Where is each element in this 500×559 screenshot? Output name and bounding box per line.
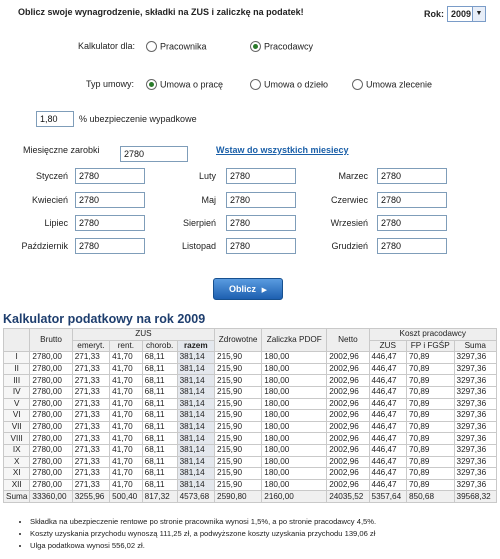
table-cell: 271,33	[72, 468, 109, 480]
table-cell: 215,90	[215, 363, 262, 375]
month-input-listopad[interactable]	[226, 238, 296, 254]
radio-label: Umowa o dzieło	[264, 79, 329, 90]
row-label: X	[4, 456, 30, 468]
table-cell: 850,68	[406, 491, 454, 503]
table-cell: 180,00	[262, 363, 327, 375]
table-cell: 180,00	[262, 456, 327, 468]
table-cell: 180,00	[262, 468, 327, 480]
radio-pracownika[interactable]	[146, 41, 207, 52]
table-row	[4, 456, 497, 468]
table-cell: 3297,36	[454, 421, 496, 433]
radio-pracodawcy[interactable]	[250, 41, 313, 52]
table-cell: 41,70	[110, 421, 143, 433]
table-cell: 5357,64	[369, 491, 406, 503]
table-cell: 271,33	[72, 375, 109, 387]
month-label-grudzien: Grudzień	[331, 241, 368, 251]
table-cell: 446,47	[369, 363, 406, 375]
month-label-maj: Maj	[201, 195, 216, 205]
month-label-styczen: Styczeń	[35, 171, 68, 181]
row-label: XI	[4, 468, 30, 480]
radio-label: Pracodawcy	[264, 41, 314, 52]
table-cell: 381,14	[177, 421, 214, 433]
table-cell: 70,89	[406, 433, 454, 445]
month-label-pazdziernik: Październik	[21, 241, 68, 251]
table-cell: 2002,96	[327, 468, 369, 480]
table-cell: 41,70	[110, 386, 143, 398]
sum-row	[4, 491, 497, 503]
table-cell: 2002,96	[327, 398, 369, 410]
table-cell: 180,00	[262, 421, 327, 433]
header-koszt-zus: ZUS	[369, 340, 406, 352]
header-zus: ZUS	[72, 329, 214, 341]
table-cell: 68,11	[142, 456, 177, 468]
table-cell: 271,33	[72, 421, 109, 433]
table-cell: 381,14	[177, 363, 214, 375]
month-input-grudzien[interactable]	[377, 238, 447, 254]
table-cell: 41,70	[110, 444, 143, 456]
accident-rate-label: % ubezpieczenie wypadkowe	[79, 114, 197, 124]
table-cell: 70,89	[406, 468, 454, 480]
row-label: IX	[4, 444, 30, 456]
table-cell: 2780,00	[30, 421, 72, 433]
header-zaliczka: Zaliczka PDOF	[262, 329, 327, 352]
radio-selected-icon	[146, 79, 157, 90]
month-label-lipiec: Lipiec	[44, 218, 68, 228]
table-row	[4, 363, 497, 375]
radio-icon	[352, 79, 363, 90]
table-row	[4, 352, 497, 364]
table-cell: 381,14	[177, 352, 214, 364]
month-label-czerwiec: Czerwiec	[330, 195, 368, 205]
year-label: Rok:	[423, 9, 444, 19]
table-cell: 446,47	[369, 375, 406, 387]
table-cell: 446,47	[369, 386, 406, 398]
table-cell: 70,89	[406, 421, 454, 433]
header-razem: razem	[177, 340, 214, 352]
table-cell: 446,47	[369, 444, 406, 456]
table-cell: 381,14	[177, 398, 214, 410]
table-cell: 3297,36	[454, 468, 496, 480]
table-cell: 215,90	[215, 444, 262, 456]
table-cell: 271,33	[72, 444, 109, 456]
table-cell: 215,90	[215, 352, 262, 364]
row-label: VII	[4, 421, 30, 433]
table-cell: 2780,00	[30, 363, 72, 375]
header-rent: rent.	[110, 340, 143, 352]
table-cell: 68,11	[142, 433, 177, 445]
month-input-czerwiec[interactable]	[377, 192, 447, 208]
table-cell: 2002,96	[327, 444, 369, 456]
radio-label: Umowa zlecenie	[366, 79, 433, 90]
table-cell: 68,11	[142, 421, 177, 433]
table-cell: 70,89	[406, 375, 454, 387]
table-cell: 2002,96	[327, 433, 369, 445]
table-cell: 215,90	[215, 421, 262, 433]
table-cell: 381,14	[177, 410, 214, 422]
chevron-down-icon: ▼	[472, 7, 485, 21]
month-label-kwiecien: Kwiecień	[31, 195, 68, 205]
table-cell: 41,70	[110, 352, 143, 364]
table-cell: 446,47	[369, 433, 406, 445]
table-cell: 2002,96	[327, 479, 369, 491]
table-cell: 381,14	[177, 479, 214, 491]
table-cell: 70,89	[406, 386, 454, 398]
table-cell: 41,70	[110, 479, 143, 491]
table-cell: 2002,96	[327, 421, 369, 433]
table-cell: 2780,00	[30, 433, 72, 445]
table-cell: 215,90	[215, 433, 262, 445]
header-koszt: Koszt pracodawcy	[369, 329, 496, 341]
table-cell: 4573,68	[177, 491, 214, 503]
table-cell: 24035,52	[327, 491, 369, 503]
year-select[interactable]	[447, 6, 486, 22]
row-label: II	[4, 363, 30, 375]
table-cell: 180,00	[262, 398, 327, 410]
year-value: 2009	[450, 9, 471, 19]
table-cell: 3297,36	[454, 398, 496, 410]
table-cell: 68,11	[142, 352, 177, 364]
header-fp: FP i FGŚP	[406, 340, 454, 352]
radio-umowa-zlecenie[interactable]	[352, 79, 432, 90]
table-cell: 3297,36	[454, 363, 496, 375]
table-cell: 381,14	[177, 386, 214, 398]
table-cell: 68,11	[142, 375, 177, 387]
table-cell: 2780,00	[30, 444, 72, 456]
table-cell: 70,89	[406, 456, 454, 468]
table-cell: 3297,36	[454, 386, 496, 398]
table-cell: 2780,00	[30, 479, 72, 491]
table-cell: 3297,36	[454, 456, 496, 468]
table-cell: 381,14	[177, 456, 214, 468]
table-cell: 3297,36	[454, 375, 496, 387]
table-cell: 70,89	[406, 363, 454, 375]
header-chorob: chorob.	[142, 340, 177, 352]
table-row	[4, 479, 497, 491]
row-label: XII	[4, 479, 30, 491]
table-cell: 446,47	[369, 421, 406, 433]
table-cell: 41,70	[110, 433, 143, 445]
table-cell: 3297,36	[454, 433, 496, 445]
monthly-earnings-label: Miesięczne zarobki	[23, 145, 100, 155]
table-cell: 446,47	[369, 456, 406, 468]
notes-list	[18, 516, 376, 552]
accident-rate-input[interactable]	[36, 111, 74, 127]
radio-umowa-o-prace[interactable]	[146, 79, 223, 90]
row-label: VIII	[4, 433, 30, 445]
header-emeryt: emeryt.	[72, 340, 109, 352]
row-label: Suma	[4, 491, 30, 503]
table-cell: 180,00	[262, 433, 327, 445]
table-cell: 271,33	[72, 363, 109, 375]
table-cell: 180,00	[262, 352, 327, 364]
month-label-wrzesien: Wrzesień	[330, 218, 368, 228]
header-zdrowotne: Zdrowotne	[215, 329, 262, 352]
table-cell: 446,47	[369, 398, 406, 410]
table-cell: 446,47	[369, 468, 406, 480]
note-item: • Koszty uzyskania przychodu wynoszą 111,25 zł, a podwyższone koszty uzyskania przychodu 139,06 zł	[30, 528, 376, 540]
table-cell: 271,33	[72, 479, 109, 491]
table-cell: 381,14	[177, 375, 214, 387]
table-cell: 817,32	[142, 491, 177, 503]
table-cell: 70,89	[406, 410, 454, 422]
table-cell: 3297,36	[454, 410, 496, 422]
table-cell: 2160,00	[262, 491, 327, 503]
table-cell: 68,11	[142, 398, 177, 410]
table-cell: 446,47	[369, 352, 406, 364]
table-cell: 215,90	[215, 468, 262, 480]
table-cell: 180,00	[262, 375, 327, 387]
row-label: IV	[4, 386, 30, 398]
table-cell: 68,11	[142, 386, 177, 398]
table-cell: 271,33	[72, 398, 109, 410]
contract-label: Typ umowy:	[86, 79, 135, 89]
radio-label: Umowa o pracę	[160, 79, 224, 90]
month-input-sierpien[interactable]	[226, 215, 296, 231]
radio-icon	[250, 79, 261, 90]
month-input-wrzesien[interactable]	[377, 215, 447, 231]
table-cell: 446,47	[369, 479, 406, 491]
page-title: Oblicz swoje wynagrodzenie, składki na ZUS i zaliczkę na podatek!	[18, 7, 304, 17]
table-cell: 68,11	[142, 410, 177, 422]
year-selector	[424, 6, 486, 22]
month-label-sierpien: Sierpień	[182, 218, 216, 228]
table-cell: 70,89	[406, 479, 454, 491]
table-cell: 215,90	[215, 456, 262, 468]
table-row	[4, 444, 497, 456]
month-input-lipiec[interactable]	[75, 215, 145, 231]
table-cell: 381,14	[177, 444, 214, 456]
calc-for-label: Kalkulator dla:	[78, 41, 136, 51]
header-brutto: Brutto	[30, 329, 72, 352]
table-cell: 3297,36	[454, 479, 496, 491]
table-cell: 3255,96	[72, 491, 109, 503]
table-cell: 215,90	[215, 479, 262, 491]
fill-all-months-link[interactable]: Wstaw do wszystkich miesiecy	[216, 145, 349, 155]
table-cell: 70,89	[406, 398, 454, 410]
row-number-header	[4, 329, 30, 352]
table-cell: 215,90	[215, 375, 262, 387]
table-cell: 271,33	[72, 386, 109, 398]
table-cell: 381,14	[177, 433, 214, 445]
month-label-listopad: Listopad	[181, 241, 216, 251]
calculate-button-label: Oblicz	[229, 284, 257, 294]
table-cell: 180,00	[262, 479, 327, 491]
table-cell: 2002,96	[327, 375, 369, 387]
table-cell: 41,70	[110, 363, 143, 375]
table-row	[4, 468, 497, 480]
note-item: • Ulga podatkowa wynosi 556,02 zł.	[30, 540, 376, 552]
table-cell: 3297,36	[454, 352, 496, 364]
row-label: I	[4, 352, 30, 364]
table-cell: 41,70	[110, 456, 143, 468]
row-label: V	[4, 398, 30, 410]
arrow-right-icon: ▶	[261, 287, 267, 294]
table-cell: 500,40	[110, 491, 143, 503]
table-cell: 68,11	[142, 479, 177, 491]
table-cell: 33360,00	[30, 491, 72, 503]
table-cell: 70,89	[406, 352, 454, 364]
table-cell: 271,33	[72, 352, 109, 364]
month-input-styczen[interactable]	[75, 168, 145, 184]
row-label: III	[4, 375, 30, 387]
table-cell: 2780,00	[30, 456, 72, 468]
table-cell: 41,70	[110, 375, 143, 387]
table-cell: 2780,00	[30, 386, 72, 398]
header-netto: Netto	[327, 329, 369, 352]
month-input-maj[interactable]	[226, 192, 296, 208]
table-row	[4, 375, 497, 387]
table-cell: 2780,00	[30, 468, 72, 480]
month-input-pazdziernik[interactable]	[75, 238, 145, 254]
table-cell: 271,33	[72, 410, 109, 422]
table-cell: 2002,96	[327, 386, 369, 398]
radio-label: Pracownika	[160, 41, 207, 52]
table-cell: 180,00	[262, 444, 327, 456]
table-cell: 446,47	[369, 410, 406, 422]
table-cell: 271,33	[72, 433, 109, 445]
table-row	[4, 421, 497, 433]
month-input-marzec[interactable]	[377, 168, 447, 184]
row-label: VI	[4, 410, 30, 422]
table-cell: 2002,96	[327, 456, 369, 468]
results-title: Kalkulator podatkowy na rok 2009	[3, 312, 206, 326]
radio-icon	[146, 41, 157, 52]
table-cell: 41,70	[110, 410, 143, 422]
header-suma: Suma	[454, 340, 496, 352]
radio-selected-icon	[250, 41, 261, 52]
results-table	[3, 328, 497, 503]
radio-umowa-o-dzielo[interactable]	[250, 79, 328, 90]
table-row	[4, 386, 497, 398]
table-cell: 2780,00	[30, 398, 72, 410]
table-cell: 41,70	[110, 468, 143, 480]
table-cell: 2780,00	[30, 352, 72, 364]
month-label-luty: Luty	[198, 171, 216, 181]
table-cell: 215,90	[215, 386, 262, 398]
table-cell: 2590,80	[215, 491, 262, 503]
table-cell: 180,00	[262, 410, 327, 422]
monthly-earnings-input[interactable]	[120, 146, 188, 162]
calculate-button[interactable]	[213, 278, 283, 300]
table-cell: 39568,32	[454, 491, 496, 503]
table-cell: 68,11	[142, 468, 177, 480]
note-item: • Składka na ubezpieczenie rentowe po stronie pracownika wynosi 1,5%, a po stronie pracodawcy 4,5%.	[30, 516, 376, 528]
table-cell: 2780,00	[30, 410, 72, 422]
table-cell: 68,11	[142, 444, 177, 456]
table-cell: 2780,00	[30, 375, 72, 387]
table-row	[4, 398, 497, 410]
table-cell: 2002,96	[327, 363, 369, 375]
table-cell: 271,33	[72, 456, 109, 468]
table-row	[4, 410, 497, 422]
table-cell: 68,11	[142, 363, 177, 375]
month-input-kwiecien[interactable]	[75, 192, 145, 208]
month-label-marzec: Marzec	[338, 171, 368, 181]
table-cell: 3297,36	[454, 444, 496, 456]
table-cell: 2002,96	[327, 352, 369, 364]
table-cell: 381,14	[177, 468, 214, 480]
table-row	[4, 433, 497, 445]
table-cell: 70,89	[406, 444, 454, 456]
table-cell: 215,90	[215, 398, 262, 410]
table-cell: 215,90	[215, 410, 262, 422]
month-input-luty[interactable]	[226, 168, 296, 184]
table-cell: 180,00	[262, 386, 327, 398]
table-cell: 41,70	[110, 398, 143, 410]
table-cell: 2002,96	[327, 410, 369, 422]
